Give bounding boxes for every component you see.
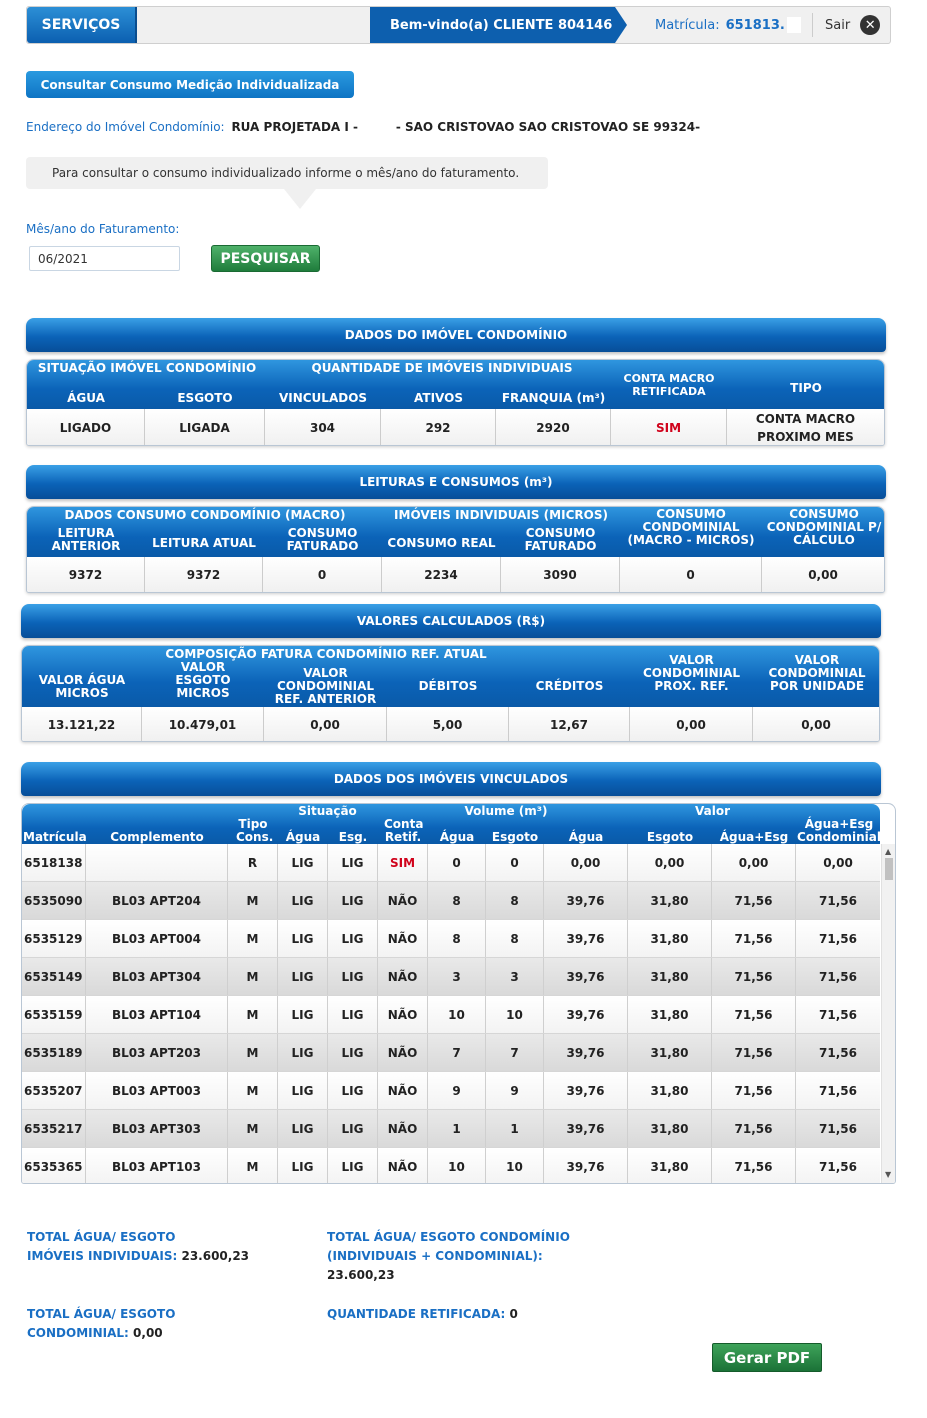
cell-complemento: BL03 APT104 bbox=[86, 996, 228, 1033]
pesquisar-button[interactable]: PESQUISAR bbox=[211, 245, 320, 272]
col-tipo: TIPO bbox=[790, 381, 822, 395]
cell-valor-esgoto: 10.479,01 bbox=[142, 707, 264, 742]
cell-sit-agua: LIG bbox=[278, 996, 328, 1033]
total-condominio-value: 23.600,23 bbox=[327, 1268, 395, 1282]
cell-sit-esg: LIG bbox=[328, 882, 378, 919]
valores-table bbox=[21, 645, 880, 742]
col-val-agua-esg: Água+Esg bbox=[719, 830, 789, 844]
leituras-row bbox=[27, 557, 884, 593]
cell-val-condominial: 0,00 bbox=[823, 855, 853, 870]
topbar-divider bbox=[812, 13, 813, 37]
cell-valor-prox: 0,00 bbox=[630, 707, 753, 742]
gerar-pdf-button[interactable]: Gerar PDF bbox=[712, 1343, 822, 1372]
cell-matricula: 6535217 bbox=[22, 1110, 86, 1147]
cell-sit-agua: LIG bbox=[278, 1148, 328, 1184]
table-row bbox=[22, 844, 880, 882]
endereco-line bbox=[26, 120, 700, 134]
cell-consumo-real: 2234 bbox=[382, 557, 501, 593]
col-vol-agua: Água bbox=[439, 830, 475, 844]
group-valor: Valor bbox=[694, 804, 730, 818]
cell-sit-esg: LIG bbox=[328, 1072, 378, 1109]
col-sit-agua: Água bbox=[285, 830, 321, 844]
col-debitos: DÉBITOS bbox=[418, 679, 478, 693]
endereco-label: Endereço do Imóvel Condomínio: bbox=[26, 120, 225, 134]
matricula-label: Matrícula: bbox=[655, 17, 720, 33]
cell-vol-agua: 8 bbox=[428, 882, 486, 919]
col-complemento: Complemento bbox=[110, 830, 204, 844]
cell-conta-retif: NÃO bbox=[378, 1148, 428, 1184]
cell-sit-agua: LIG bbox=[278, 844, 328, 881]
total-condominio-label-2: (INDIVIDUAIS + CONDOMINIAL): bbox=[327, 1249, 543, 1263]
col-vol-esgoto: Esgoto bbox=[491, 830, 539, 844]
endereco-street: RUA PROJETADA I - bbox=[231, 120, 359, 134]
cell-leitura-atual: 9372 bbox=[145, 557, 263, 593]
col-vinculados: VINCULADOS bbox=[278, 391, 368, 405]
cell-sit-esg: LIG bbox=[328, 1110, 378, 1147]
cell-complemento: BL03 APT303 bbox=[86, 1110, 228, 1147]
total-individuais-label-1: TOTAL ÁGUA/ ESGOTO bbox=[27, 1230, 176, 1244]
matricula-display bbox=[655, 7, 801, 43]
cell-matricula: 6535189 bbox=[22, 1034, 86, 1071]
col-conta-retif: Conta Retif. bbox=[384, 817, 424, 844]
cell-val-agua: 39,76 bbox=[544, 1110, 628, 1147]
cell-val-condominial: 71,56 bbox=[819, 1045, 857, 1060]
scroll-up-icon[interactable]: ▲ bbox=[885, 847, 892, 856]
col-valor-prox: VALOR CONDOMINIAL PROX. REF. bbox=[642, 653, 741, 693]
col-consumo-condominial: CONSUMO CONDOMINIAL (MACRO - MICROS) bbox=[627, 507, 755, 547]
table-row bbox=[22, 1072, 880, 1110]
table-row bbox=[22, 1110, 880, 1148]
vinculados-table-head bbox=[22, 804, 880, 844]
cell-matricula: 6535159 bbox=[22, 996, 86, 1033]
cell-val-agua-esg: 71,56 bbox=[712, 920, 796, 957]
valores-header: VALORES CALCULADOS (R$) bbox=[21, 604, 881, 638]
valores-table-head bbox=[22, 646, 879, 707]
scroll-thumb[interactable] bbox=[885, 858, 893, 880]
cell-vol-agua: 0 bbox=[428, 844, 486, 881]
sair-button[interactable] bbox=[825, 7, 880, 43]
cell-vol-agua: 1 bbox=[428, 1110, 486, 1147]
cell-val-agua-esg: 0,00 bbox=[712, 844, 796, 881]
cell-conta-retif: NÃO bbox=[378, 1072, 428, 1109]
cell-esgoto: LIGADA bbox=[145, 409, 265, 446]
mes-ano-label: Mês/ano do Faturamento: bbox=[26, 222, 180, 236]
cell-matricula: 6535129 bbox=[22, 920, 86, 957]
mes-ano-input[interactable] bbox=[29, 246, 180, 271]
cell-sit-agua: LIG bbox=[278, 958, 328, 995]
col-consumo-real: CONSUMO REAL bbox=[387, 536, 496, 550]
cell-vol-esgoto: 7 bbox=[486, 1034, 544, 1071]
cell-vol-esgoto: 10 bbox=[486, 996, 544, 1033]
table-row bbox=[22, 920, 880, 958]
col-conta-macro: CONTA MACRO RETIFICADA bbox=[623, 372, 715, 398]
cell-val-esgoto: 31,80 bbox=[628, 920, 712, 957]
servicos-button[interactable]: SERVIÇOS bbox=[27, 7, 137, 43]
col-sit-esg: Esg. bbox=[338, 830, 368, 844]
cell-valor-agua: 13.121,22 bbox=[22, 707, 142, 742]
col-consumo-calculo: CONSUMO CONDOMINIAL P/ CÁLCULO bbox=[766, 507, 882, 547]
vinculados-header: DADOS DOS IMÓVEIS VINCULADOS bbox=[21, 762, 881, 796]
cell-vol-esgoto: 1 bbox=[486, 1110, 544, 1147]
cell-conta-retif: NÃO bbox=[378, 1034, 428, 1071]
total-individuais-label-line bbox=[27, 1247, 249, 1266]
cell-tipo-cons: M bbox=[228, 920, 278, 957]
info-tooltip-arrow bbox=[284, 189, 316, 209]
cell-sit-agua: LIG bbox=[278, 1072, 328, 1109]
cell-val-esgoto: 31,80 bbox=[628, 1148, 712, 1184]
quantidade-retificada-line bbox=[327, 1305, 518, 1324]
group-volume: Volume (m³) bbox=[464, 804, 548, 818]
dados-imovel-row bbox=[27, 409, 884, 446]
cell-tipo-cons: M bbox=[228, 1072, 278, 1109]
cell-agua: LIGADO bbox=[27, 409, 145, 446]
dados-imovel-header: DADOS DO IMÓVEL CONDOMÍNIO bbox=[26, 318, 886, 352]
cell-conta-retif: NÃO bbox=[378, 882, 428, 919]
cell-val-agua: 39,76 bbox=[544, 958, 628, 995]
cell-val-condominial: 71,56 bbox=[819, 893, 857, 908]
cell-val-agua: 39,76 bbox=[544, 920, 628, 957]
endereco-rest: - SAO CRISTOVAO SAO CRISTOVAO SE 99324- bbox=[395, 120, 701, 134]
group-macro: DADOS CONSUMO CONDOMÍNIO (MACRO) bbox=[64, 508, 346, 522]
cell-sit-esg: LIG bbox=[328, 844, 378, 881]
welcome-banner: Bem-vindo(a) CLIENTE 804146 bbox=[370, 7, 615, 43]
col-agua: ÁGUA bbox=[67, 391, 105, 405]
cell-matricula: 6535365 bbox=[22, 1148, 86, 1184]
total-condominio bbox=[327, 1228, 570, 1285]
total-condominial-label-2: CONDOMINIAL: bbox=[27, 1326, 129, 1340]
cell-sit-esg: LIG bbox=[328, 1148, 378, 1184]
top-bar bbox=[26, 6, 891, 44]
cell-vol-agua: 3 bbox=[428, 958, 486, 995]
cell-complemento: BL03 APT004 bbox=[86, 920, 228, 957]
cell-conta-macro: SIM bbox=[611, 409, 727, 446]
cell-val-esgoto: 31,80 bbox=[628, 958, 712, 995]
table-row bbox=[22, 1034, 880, 1072]
cell-val-agua-esg: 71,56 bbox=[712, 996, 796, 1033]
cell-val-esgoto: 31,80 bbox=[628, 996, 712, 1033]
cell-vol-esgoto: 8 bbox=[486, 882, 544, 919]
col-val-esgoto: Esgoto bbox=[646, 830, 694, 844]
cell-vol-esgoto: 3 bbox=[486, 958, 544, 995]
cell-vol-agua: 10 bbox=[428, 996, 486, 1033]
total-individuais bbox=[27, 1228, 249, 1266]
cell-vol-agua: 8 bbox=[428, 920, 486, 957]
cell-val-agua-esg: 71,56 bbox=[712, 1110, 796, 1147]
quantidade-retificada-value: 0 bbox=[509, 1307, 518, 1321]
cell-vol-esgoto: 0 bbox=[486, 844, 544, 881]
scroll-down-icon[interactable]: ▼ bbox=[885, 1170, 892, 1179]
cell-matricula: 6535090 bbox=[22, 882, 86, 919]
consultar-consumo-button[interactable]: Consultar Consumo Medição Individualizada bbox=[26, 71, 354, 98]
cell-val-agua: 39,76 bbox=[544, 1034, 628, 1071]
table-row bbox=[22, 882, 880, 920]
group-situacao-vinc: Situação bbox=[298, 804, 357, 818]
cell-val-esgoto: 31,80 bbox=[628, 1034, 712, 1071]
cell-consumo-faturado-macro: 0 bbox=[263, 557, 382, 593]
table-row bbox=[22, 996, 880, 1034]
cell-val-agua-esg: 71,56 bbox=[712, 958, 796, 995]
col-leitura-anterior: LEITURA ANTERIOR bbox=[51, 526, 121, 553]
vinculados-table bbox=[21, 803, 896, 1184]
cell-sit-agua: LIG bbox=[278, 1034, 328, 1071]
cell-conta-retif: NÃO bbox=[378, 996, 428, 1033]
cell-matricula: 6518138 bbox=[22, 844, 86, 881]
cell-complemento: BL03 APT204 bbox=[86, 882, 228, 919]
welcome-arrow bbox=[615, 7, 627, 43]
group-situacao: SITUAÇÃO IMÓVEL CONDOMÍNIO bbox=[37, 361, 257, 375]
cell-sit-esg: LIG bbox=[328, 958, 378, 995]
cell-conta-retif: NÃO bbox=[378, 920, 428, 957]
cell-matricula: 6535207 bbox=[22, 1072, 86, 1109]
cell-consumo-condominial: 0 bbox=[620, 557, 762, 593]
col-leitura-atual: LEITURA ATUAL bbox=[152, 536, 256, 550]
cell-val-condominial: 71,56 bbox=[819, 931, 857, 946]
col-consumo-faturado-micros: CONSUMO FATURADO bbox=[524, 526, 597, 553]
cell-val-agua: 0,00 bbox=[544, 844, 628, 881]
col-consumo-faturado-macro: CONSUMO FATURADO bbox=[286, 526, 359, 553]
col-tipo-cons: Tipo Cons. bbox=[236, 817, 274, 844]
cell-sit-agua: LIG bbox=[278, 882, 328, 919]
cell-val-agua: 39,76 bbox=[544, 1148, 628, 1184]
cell-val-agua: 39,76 bbox=[544, 882, 628, 919]
cell-conta-retif: SIM bbox=[378, 844, 428, 881]
cell-val-esgoto: 31,80 bbox=[628, 1110, 712, 1147]
cell-vol-esgoto: 8 bbox=[486, 920, 544, 957]
cell-tipo-cons: R bbox=[228, 844, 278, 881]
cell-leitura-anterior: 9372 bbox=[27, 557, 145, 593]
cell-vinculados: 304 bbox=[265, 409, 381, 446]
leituras-table-head bbox=[27, 507, 884, 557]
total-individuais-label-2: IMÓVEIS INDIVIDUAIS: bbox=[27, 1249, 178, 1263]
cell-matricula: 6535149 bbox=[22, 958, 86, 995]
cell-vol-esgoto: 10 bbox=[486, 1148, 544, 1184]
cell-consumo-calculo: 0,00 bbox=[762, 557, 884, 593]
cell-val-agua: 39,76 bbox=[544, 996, 628, 1033]
cell-tipo: CONTA MACRO PROXIMO MES bbox=[727, 409, 884, 446]
cell-val-esgoto: 31,80 bbox=[628, 882, 712, 919]
col-valor-esgoto: VALOR ESGOTO MICROS bbox=[175, 660, 231, 700]
col-val-condominial: Água+Esg Condominial bbox=[797, 817, 881, 844]
cell-sit-agua: LIG bbox=[278, 920, 328, 957]
cell-val-condominial: 71,56 bbox=[819, 1121, 857, 1136]
dados-imovel-table bbox=[26, 359, 885, 446]
cell-val-agua-esg: 71,56 bbox=[712, 1072, 796, 1109]
quantidade-retificada-label: QUANTIDADE RETIFICADA: bbox=[327, 1307, 506, 1321]
cell-complemento: BL03 APT003 bbox=[86, 1072, 228, 1109]
total-condominial-label-1: TOTAL ÁGUA/ ESGOTO bbox=[27, 1307, 176, 1321]
cell-val-condominial: 71,56 bbox=[819, 1083, 857, 1098]
cell-tipo-cons: M bbox=[228, 958, 278, 995]
cell-tipo-cons: M bbox=[228, 1148, 278, 1184]
cell-val-agua-esg: 71,56 bbox=[712, 1034, 796, 1071]
cell-debitos: 5,00 bbox=[387, 707, 509, 742]
cell-vol-agua: 10 bbox=[428, 1148, 486, 1184]
group-quantidade: QUANTIDADE DE IMÓVEIS INDIVIDUAIS bbox=[311, 361, 573, 375]
vinculados-rows bbox=[22, 844, 880, 1184]
group-composicao: COMPOSIÇÃO FATURA CONDOMÍNIO REF. ATUAL bbox=[165, 647, 487, 661]
vinculados-scrollbar[interactable] bbox=[881, 844, 896, 1184]
cell-complemento: BL03 APT103 bbox=[86, 1148, 228, 1184]
cell-sit-esg: LIG bbox=[328, 920, 378, 957]
table-row bbox=[22, 958, 880, 996]
cell-val-condominial: 71,56 bbox=[819, 1159, 857, 1174]
close-icon[interactable]: ✕ bbox=[860, 15, 880, 35]
cell-complemento: BL03 APT304 bbox=[86, 958, 228, 995]
total-individuais-value: 23.600,23 bbox=[181, 1249, 250, 1263]
col-matricula: Matrícula bbox=[23, 830, 87, 844]
col-valor-agua: VALOR ÁGUA MICROS bbox=[38, 673, 126, 700]
col-valor-unidade: VALOR CONDOMINIAL POR UNIDADE bbox=[768, 653, 866, 693]
quantidade-retificada bbox=[327, 1305, 518, 1324]
cell-valor-anterior: 0,00 bbox=[264, 707, 387, 742]
cell-tipo-cons: M bbox=[228, 1110, 278, 1147]
cell-conta-retif: NÃO bbox=[378, 1110, 428, 1147]
table-row bbox=[22, 1148, 880, 1184]
cell-val-agua-esg: 71,56 bbox=[712, 1148, 796, 1184]
total-condominial-value: 0,00 bbox=[133, 1326, 163, 1340]
matricula-value: 651813. bbox=[725, 17, 785, 33]
cell-vol-agua: 7 bbox=[428, 1034, 486, 1071]
cell-complemento bbox=[86, 844, 228, 881]
dados-imovel-table-head bbox=[27, 360, 884, 409]
cell-val-esgoto: 0,00 bbox=[628, 844, 712, 881]
cell-complemento: BL03 APT203 bbox=[86, 1034, 228, 1071]
col-val-agua: Água bbox=[568, 830, 604, 844]
cell-consumo-faturado-micros: 3090 bbox=[501, 557, 620, 593]
col-esgoto: ESGOTO bbox=[177, 391, 233, 405]
cell-tipo-cons: M bbox=[228, 882, 278, 919]
cell-sit-esg: LIG bbox=[328, 996, 378, 1033]
cell-vol-agua: 9 bbox=[428, 1072, 486, 1109]
col-franquia: FRANQUIA (m³) bbox=[501, 391, 606, 405]
leituras-header: LEITURAS E CONSUMOS (m³) bbox=[26, 465, 886, 499]
info-tooltip: Para consultar o consumo individualizado informe o mês/ano do faturamento. bbox=[26, 157, 548, 189]
leituras-table bbox=[26, 506, 885, 593]
cell-creditos: 12,67 bbox=[509, 707, 630, 742]
cell-val-agua-esg: 71,56 bbox=[712, 882, 796, 919]
sair-label: Sair bbox=[825, 17, 851, 33]
cell-franquia: 2920 bbox=[496, 409, 611, 446]
cell-conta-retif: NÃO bbox=[378, 958, 428, 995]
cell-vol-esgoto: 9 bbox=[486, 1072, 544, 1109]
matricula-mask bbox=[787, 17, 801, 33]
col-valor-anterior: VALOR CONDOMINIAL REF. ANTERIOR bbox=[274, 666, 377, 706]
cell-tipo-cons: M bbox=[228, 1034, 278, 1071]
cell-val-condominial: 71,56 bbox=[819, 969, 857, 984]
total-condominio-label-1: TOTAL ÁGUA/ ESGOTO CONDOMÍNIO bbox=[327, 1230, 570, 1244]
cell-val-condominial: 71,56 bbox=[819, 1007, 857, 1022]
col-creditos: CRÉDITOS bbox=[535, 679, 604, 693]
cell-valor-unidade: 0,00 bbox=[753, 707, 879, 742]
col-ativos: ATIVOS bbox=[414, 391, 463, 405]
total-condominial bbox=[27, 1305, 175, 1343]
valores-row bbox=[22, 707, 879, 742]
cell-sit-esg: LIG bbox=[328, 1034, 378, 1071]
total-condominial-label-line bbox=[27, 1324, 175, 1343]
cell-tipo-cons: M bbox=[228, 996, 278, 1033]
cell-sit-agua: LIG bbox=[278, 1110, 328, 1147]
group-micros: IMÓVEIS INDIVIDUAIS (MICROS) bbox=[394, 508, 608, 522]
cell-ativos: 292 bbox=[381, 409, 496, 446]
cell-val-agua: 39,76 bbox=[544, 1072, 628, 1109]
cell-val-esgoto: 31,80 bbox=[628, 1072, 712, 1109]
